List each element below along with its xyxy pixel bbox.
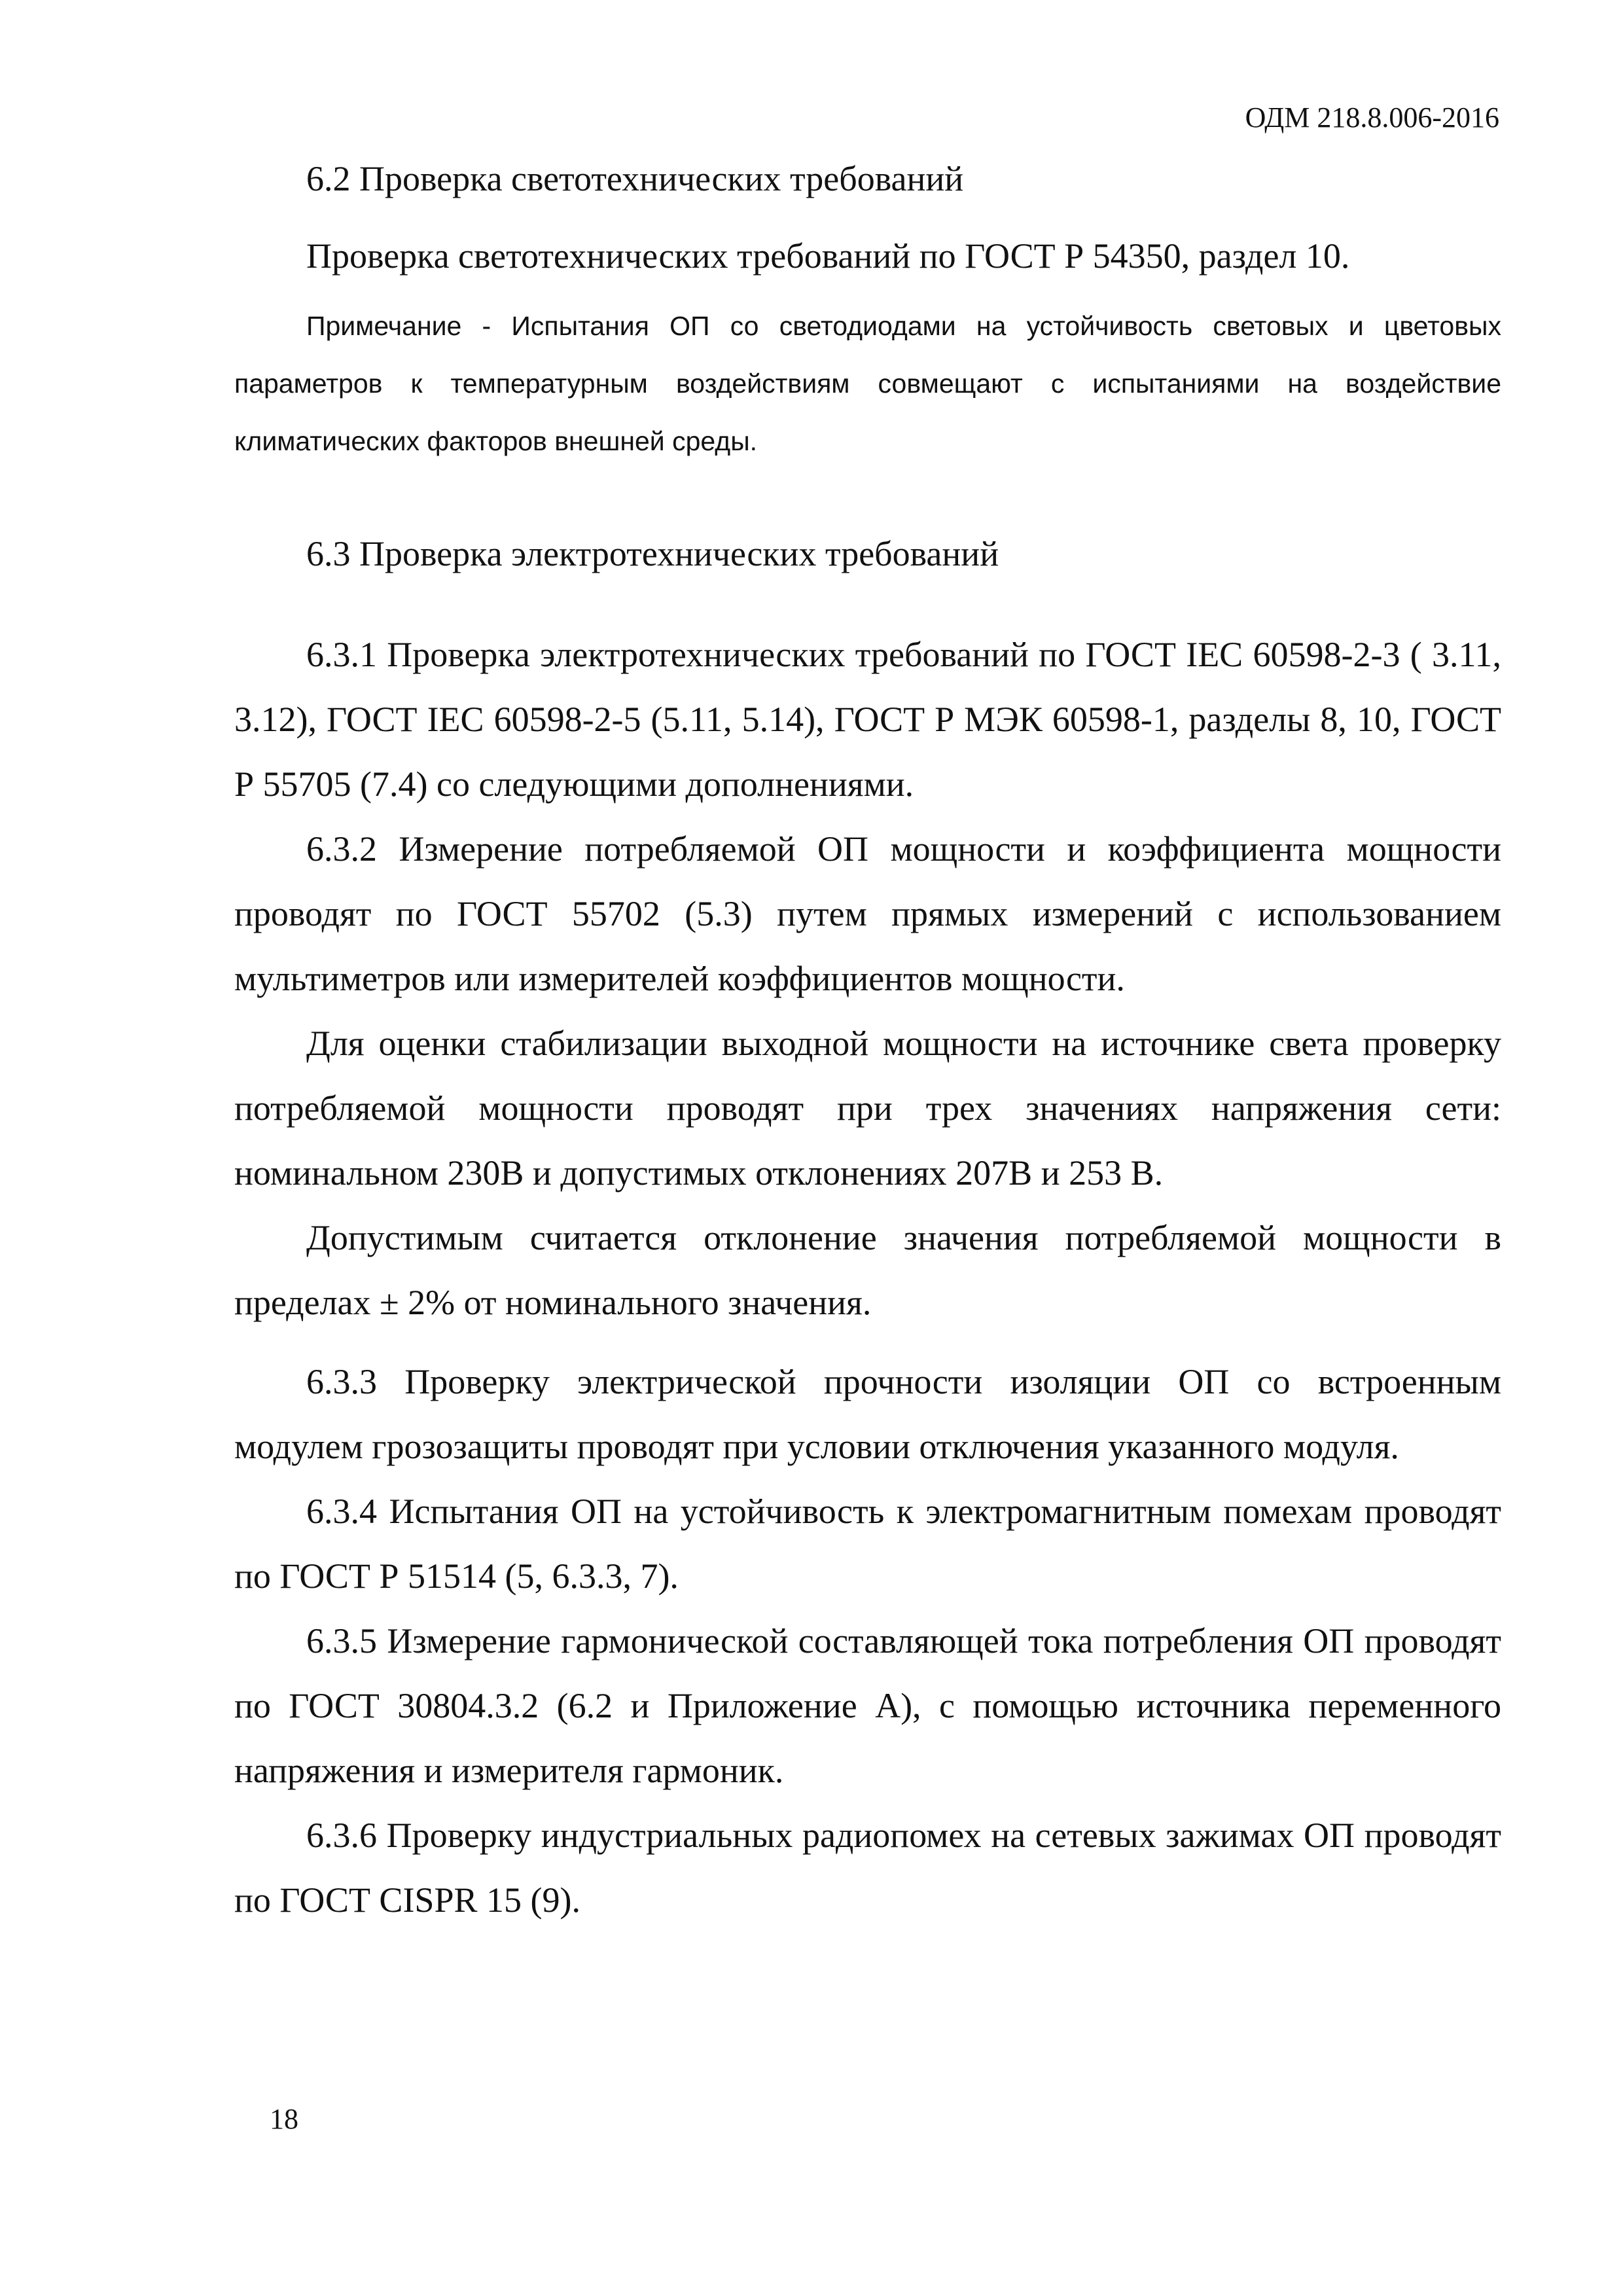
clause-6-3-1: 6.3.1 Проверка электротехнических требований по ГОСТ IEC 60598-2-3 ( 3.11, 3.12), ГОСТ IEC 60598-2-5 (5.11, 5.14), ГОСТ Р МЭК 60598-1, разделы 8, 10, ГОСТ Р 55705 (7.4) со следующими дополнениями. xyxy=(234,635,1501,804)
section-lead-6-2: Проверка светотехнических требований по ГОСТ Р 54350, раздел 10. xyxy=(306,236,1350,276)
document-code-header: ОДМ 218.8.006-2016 xyxy=(1245,101,1499,134)
clause-6-3-2-tolerance: Допустимым считается отклонение значения потребляемой мощности в пределах ± 2% от номинального значения. xyxy=(234,1218,1501,1322)
clause-6-3-4: 6.3.4 Испытания ОП на устойчивость к электромагнитным помехам проводят по ГОСТ Р 51514 (5, 6.3.3, 7). xyxy=(234,1492,1501,1596)
section-title-6-2: 6.2 Проверка светотехнических требований xyxy=(306,159,964,198)
clause-6-3-2: 6.3.2 Измерение потребляемой ОП мощности и коэффициента мощности проводят по ГОСТ 55702 (5.3) путем прямых измерений с использованием мультиметров или измерителей коэффициентов мощности. xyxy=(234,829,1501,998)
clause-6-3-3: 6.3.3 Проверку электрической прочности изоляции ОП со встроенным модулем грозозащиты проводят при условии отключения указанного модуля. xyxy=(234,1362,1501,1466)
page-body xyxy=(234,157,1501,1933)
page-number: 18 xyxy=(270,2103,298,2135)
section-note-6-2: Примечание - Испытания ОП со светодиодами на устойчивость световых и цветовых параметров к температурным воздействиям совмещают с испытаниями на воздействие климатических факторов внешней среды. xyxy=(234,311,1501,456)
clause-6-3-5: 6.3.5 Измерение гармонической составляющей тока потребления ОП проводят по ГОСТ 30804.3.2 (6.2 и Приложение А), с помощью источника переменного напряжения и измерителя гармоник. xyxy=(234,1621,1501,1790)
clause-6-3-2-voltage: Для оценки стабилизации выходной мощности на источнике света проверку потребляемой мощности проводят при трех значениях напряжения сети: номинальном 230В и допустимых отклонениях 207В и 253 В. xyxy=(234,1024,1501,1193)
clause-6-3-6: 6.3.6 Проверку индустриальных радиопомех на сетевых зажимах ОП проводят по ГОСТ CISPR 15 (9). xyxy=(234,1816,1501,1920)
section-title-6-3: 6.3 Проверка электротехнических требований xyxy=(306,534,999,573)
